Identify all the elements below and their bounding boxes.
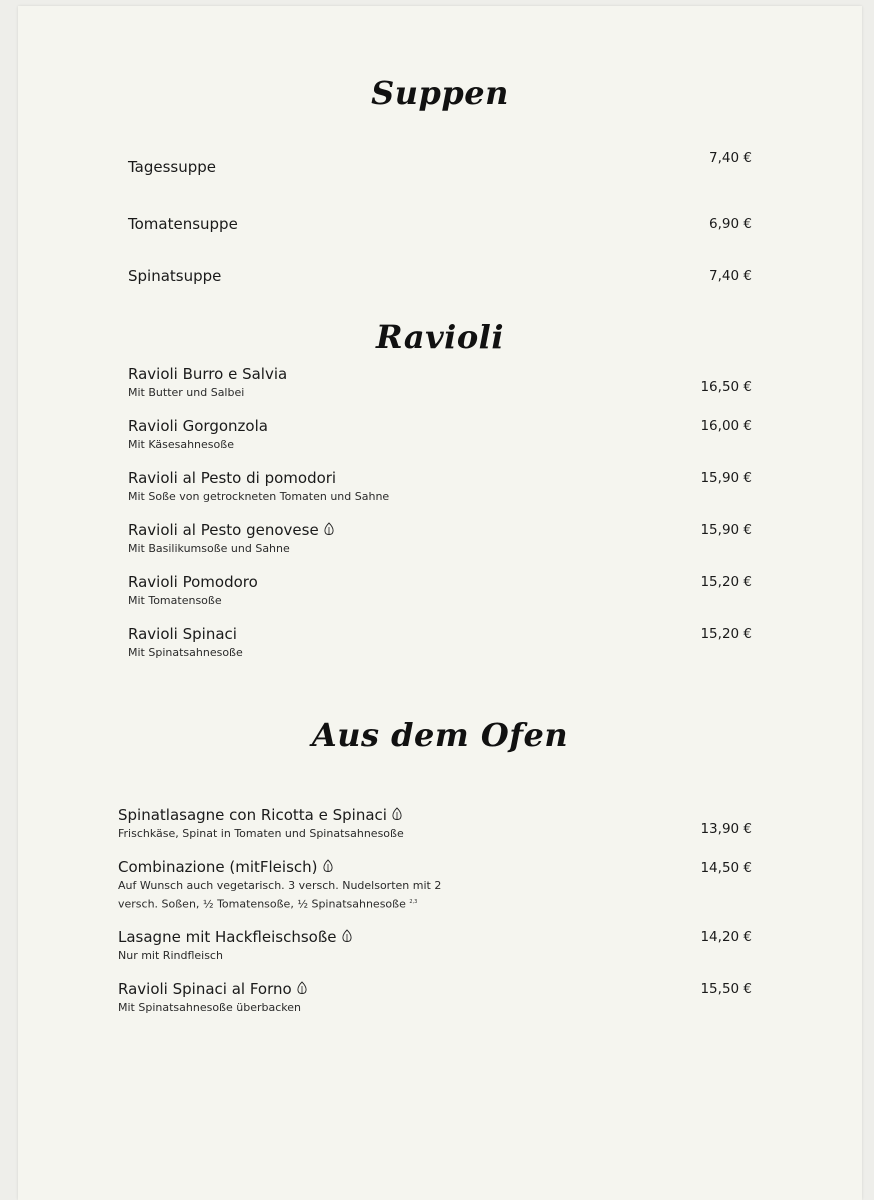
leaf-icon [323,522,335,537]
menu-item [128,214,768,234]
item-description: Mit Basilikumsoße und Sahne [128,542,290,555]
item-description [118,877,458,913]
menu-page [18,6,862,1200]
section-title-ravioli: Ravioli [376,318,504,356]
item-name: Ravioli Pomodoro [128,573,258,591]
item-price: 16,50 € [700,379,752,395]
item-price: 15,90 € [700,470,752,486]
item-price: 14,50 € [700,860,752,876]
item-name: Ravioli al Pesto genovese [128,521,319,539]
menu-item [118,805,758,842]
menu-item [118,927,758,964]
menu-item [118,979,758,1016]
menu-item [128,266,768,286]
item-name-row [118,927,758,947]
item-name-row [128,520,768,540]
item-description: Nur mit Rindfleisch [118,949,223,962]
item-name: Lasagne mit Hackfleischsoße [118,928,337,946]
menu-item [128,468,768,505]
item-name-row [118,857,758,877]
item-price: 15,20 € [700,574,752,590]
item-description-text: Auf Wunsch auch vegetarisch. 3 versch. Nudelsorten mit 2 versch. Soßen, ½ Tomatensoße, ½ Spinatsahnesoße [118,879,442,911]
item-description: Frischkäse, Spinat in Tomaten und Spinatsahnesoße [118,827,404,840]
menu-item [118,857,758,913]
item-name: Ravioli Burro e Salvia [128,365,288,383]
item-price: 15,50 € [700,981,752,997]
item-name: Tagessuppe [128,158,217,176]
item-name: Spinatlasagne con Ricotta e Spinaci [118,806,387,824]
menu-item [128,520,768,557]
menu-item [128,364,768,401]
leaf-icon [391,807,403,822]
item-price: 15,90 € [700,522,752,538]
item-description: Mit Käsesahnesoße [128,438,234,451]
item-name: Combinazione (mitFleisch) [118,858,318,876]
leaf-icon [296,981,308,996]
item-price: 16,00 € [700,418,752,434]
item-price: 6,90 € [709,216,752,232]
item-price: 14,20 € [700,929,752,945]
item-description: Mit Butter und Salbei [128,386,245,399]
item-name: Ravioli Spinaci [128,625,237,643]
menu-item [128,157,768,177]
item-name: Ravioli al Pesto di pomodori [128,469,337,487]
item-price: 15,20 € [700,626,752,642]
item-price: 7,40 € [709,150,752,166]
item-name: Spinatsuppe [128,267,222,285]
item-description: Mit Tomatensoße [128,594,222,607]
menu-item [128,416,768,453]
allergen-superscript: 2,3 [409,899,418,905]
leaf-icon [341,929,353,944]
section-title-aus-dem-ofen: Aus dem Ofen [311,716,569,754]
menu-item [128,572,768,609]
item-name-row [118,979,758,999]
item-price: 7,40 € [709,268,752,284]
item-description: Mit Soße von getrockneten Tomaten und Sahne [128,490,390,503]
item-description: Mit Spinatsahnesoße [128,646,243,659]
section-title-suppen: Suppen [371,74,509,112]
item-description: Mit Spinatsahnesoße überbacken [118,1001,301,1014]
item-price: 13,90 € [700,821,752,837]
item-name-row [118,805,758,825]
menu-item [128,624,768,661]
item-name: Tomatensuppe [128,215,238,233]
item-name: Ravioli Spinaci al Forno [118,980,292,998]
leaf-icon [322,859,334,874]
item-name: Ravioli Gorgonzola [128,417,268,435]
